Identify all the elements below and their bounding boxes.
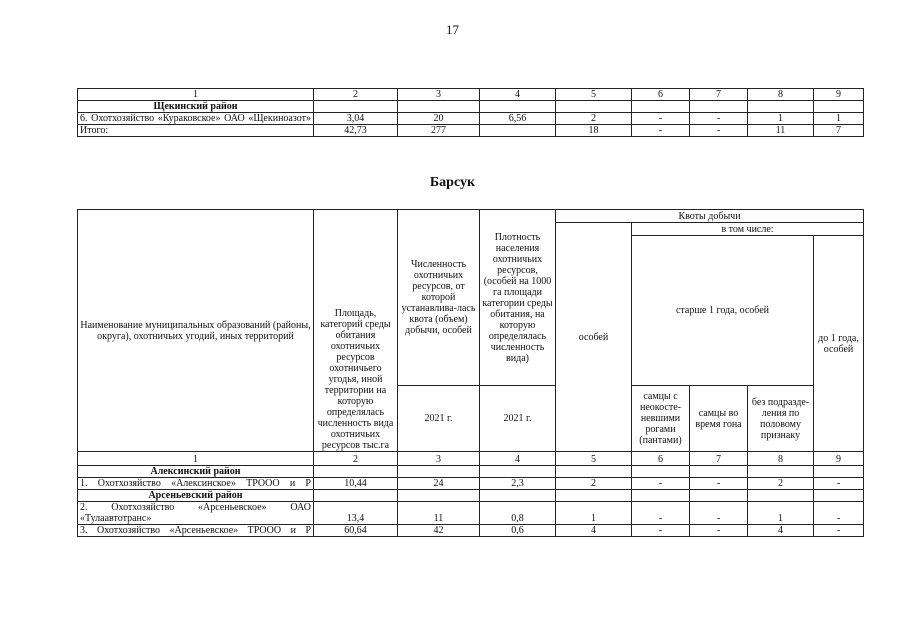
district-name: Щекинский район [78,101,314,113]
males-antlers-cell: - [632,113,690,125]
header-quotas: Квоты добычи [556,210,864,223]
area-cell: 3,04 [314,113,398,125]
col-number: 3 [398,452,480,466]
no-sex-cell: 4 [748,525,814,537]
district-row [78,101,864,113]
density-cell: 0,8 [480,502,556,525]
col-number: 3 [398,89,480,101]
males-rut-cell: - [690,502,748,525]
males-rut-cell: - [690,525,748,537]
district-name: Арсеньевский район [78,490,314,502]
col-number: 5 [556,89,632,101]
col-number: 1 [78,452,314,466]
density-cell: 2,3 [480,478,556,490]
section-title: Барсук [429,175,476,190]
header-males-antlers: самцы с неокосте-невшими рогами (пантами) [632,386,690,452]
total-no-sex: 11 [748,125,814,137]
count-cell: 20 [398,113,480,125]
top-quota-table [77,88,864,137]
badger-quota-table [77,209,864,537]
quota-cell: 2 [556,113,632,125]
hunting-ground-name: 1. Охотхозяйство «Алексинское» ТРОOO и Р [78,478,314,490]
header-row [78,210,864,223]
under-one-cell: - [814,525,864,537]
quota-cell: 4 [556,525,632,537]
district-name: Алексинский район [78,466,314,478]
total-males-rut: - [690,125,748,137]
header-density: Плотность населения охотничьих ресурсов, (особей на 1000 га площади категории среды обитания, на которую определялась численность вида) [480,210,556,386]
col-number: 6 [632,89,690,101]
col-number: 5 [556,452,632,466]
header-under-one: до 1 года, особей [814,236,864,452]
header-area: Площадь, категорий среды обитания охотничьих ресурсов охотничьего угодья, иной территории на которую определялась численность вида охотничьих ресурсов тыс.га [314,210,398,452]
under-one-cell: - [814,502,864,525]
header-individuals: особей [556,223,632,452]
quota-cell: 2 [556,478,632,490]
males-antlers-cell: - [632,502,690,525]
hunting-ground-name: 2. Охотхозяйство «Арсеньевское» ОАО «Тулаавтотранс» [78,502,314,525]
total-quota: 18 [556,125,632,137]
col-number: 7 [690,452,748,466]
col-number: 9 [814,452,864,466]
count-cell: 24 [398,478,480,490]
area-cell: 10,44 [314,478,398,490]
total-area: 42,73 [314,125,398,137]
header-count: Численность охотничьих ресурсов, от которой устанавлива-лась квота (объем) добычи, особей [398,210,480,386]
quota-cell: 1 [556,502,632,525]
header-older: старше 1 года, особей [632,236,814,386]
col-number: 8 [748,89,814,101]
column-number-row [78,452,864,466]
header-year-density: 2021 г. [480,386,556,452]
males-antlers-cell: - [632,525,690,537]
males-rut-cell: - [690,478,748,490]
col-number: 4 [480,452,556,466]
col-number: 6 [632,452,690,466]
header-no-sex: без подразде-ления по половому признаку [748,386,814,452]
total-under-one: 7 [814,125,864,137]
col-number: 4 [480,89,556,101]
no-sex-cell: 1 [748,113,814,125]
district-row [78,466,864,478]
col-number: 2 [314,452,398,466]
males-rut-cell: - [690,113,748,125]
area-cell: 60,64 [314,525,398,537]
header-year-count: 2021 г. [398,386,480,452]
total-label: Итого: [78,125,314,137]
count-cell: 42 [398,525,480,537]
header-males-rut: самцы во время гона [690,386,748,452]
no-sex-cell: 2 [748,478,814,490]
table-row [78,502,864,525]
col-number: 7 [690,89,748,101]
density-cell: 0,6 [480,525,556,537]
header-name: Наименование муниципальных образований (районы, округа), охотничьих угодий, иных территорий [78,210,314,452]
total-males-antlers: - [632,125,690,137]
under-one-cell: - [814,478,864,490]
table-row [78,525,864,537]
col-number: 8 [748,452,814,466]
count-cell: 11 [398,502,480,525]
total-row [78,125,864,137]
district-row [78,490,864,502]
page-number: 17 [446,22,459,37]
header-including: в том числе: [632,223,864,236]
col-number: 2 [314,89,398,101]
hunting-ground-name: 6. Охотхозяйство «Кураковское» ОАО «Щекиноазот» [78,113,314,125]
col-number: 9 [814,89,864,101]
col-number: 1 [78,89,314,101]
column-number-row [78,89,864,101]
table-row [78,113,864,125]
area-cell: 13,4 [314,502,398,525]
under-one-cell: 1 [814,113,864,125]
hunting-ground-name: 3. Охотхозяйство «Арсеньевское» ТРОOO и Р [78,525,314,537]
total-count: 277 [398,125,480,137]
density-cell: 6,56 [480,113,556,125]
table-row [78,478,864,490]
males-antlers-cell: - [632,478,690,490]
total-density [480,125,556,137]
no-sex-cell: 1 [748,502,814,525]
